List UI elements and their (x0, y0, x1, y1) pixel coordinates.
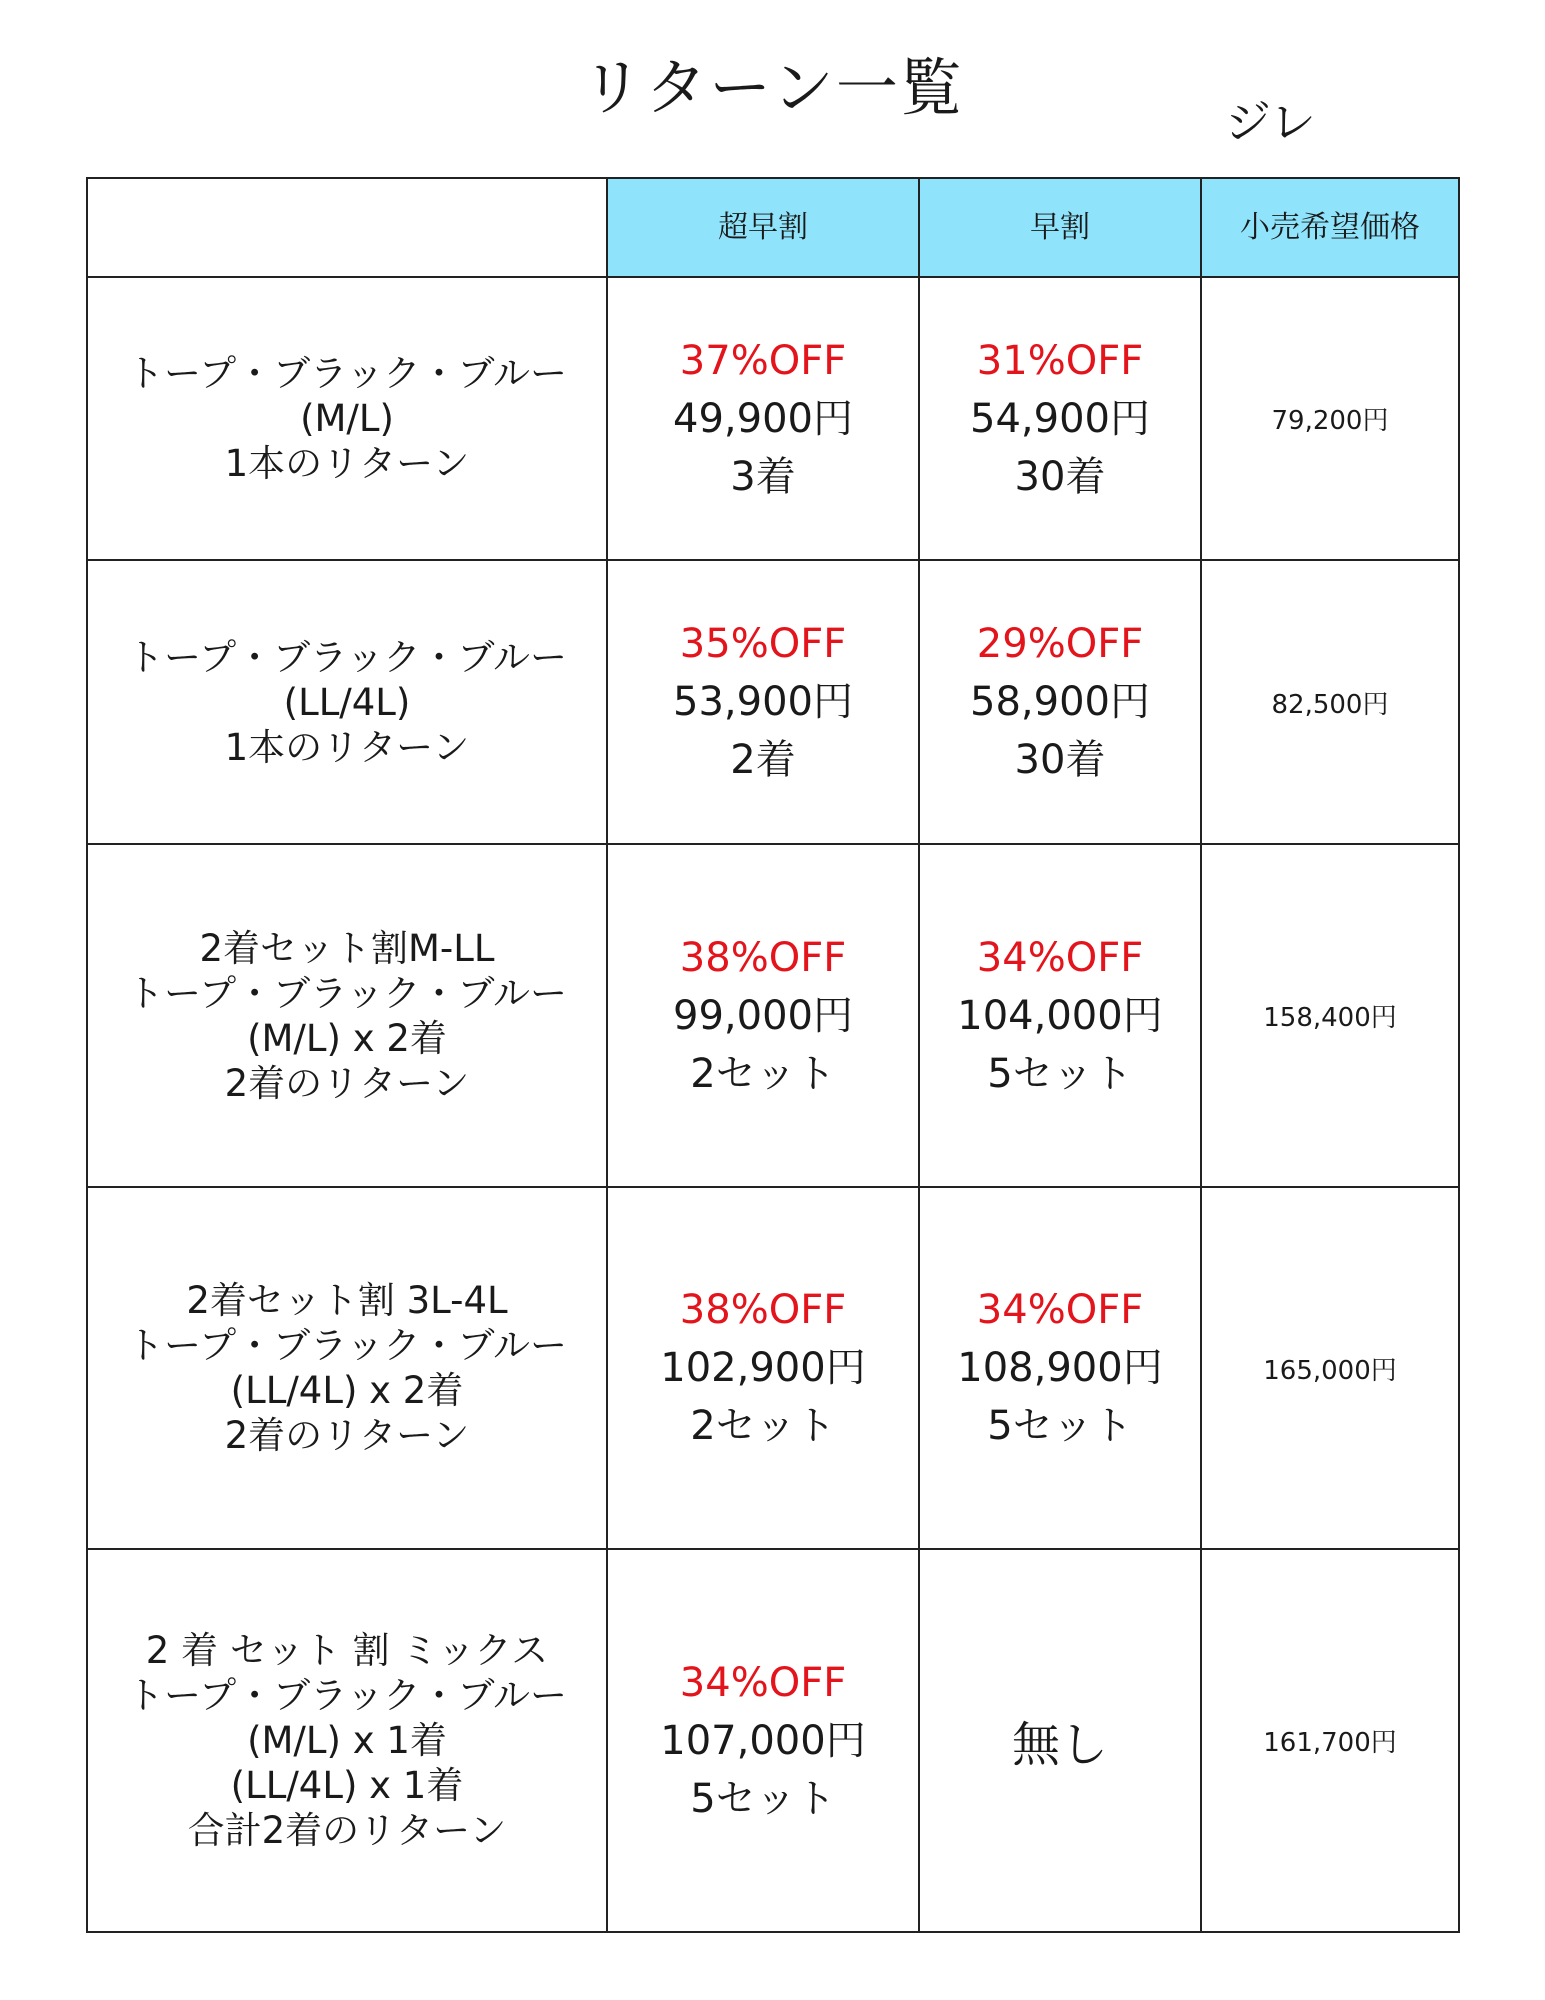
row-label-line: トープ・ブラック・ブルー (127, 971, 567, 1015)
price: 107,000円 (660, 1717, 866, 1764)
quantity: 5セット (690, 1775, 836, 1822)
table-header-row (87, 178, 1459, 277)
quantity: 3着 (730, 453, 796, 500)
row-label-line: (M/L) x 2着 (247, 1016, 447, 1060)
page-title: リターン一覧 (581, 51, 964, 124)
quantity: 30着 (1014, 453, 1106, 500)
discount-rate: 34%OFF (976, 934, 1144, 981)
row-label-line: (LL/4L) (283, 680, 411, 724)
price: 102,900円 (660, 1345, 866, 1391)
row-label-line: 2着セット割 3L-4L (186, 1279, 508, 1322)
discount-rate: 29%OFF (976, 621, 1144, 667)
row-label (87, 277, 607, 560)
price: 53,900円 (673, 679, 853, 725)
discount-rate: 37%OFF (679, 337, 847, 384)
row-label-line: トープ・ブラック・ブルー (127, 1324, 567, 1367)
quantity: 2セット (690, 1403, 836, 1449)
header-retail-price: 小売希望価格 (1201, 178, 1459, 277)
discount-rate: 34%OFF (679, 1659, 847, 1706)
early-none-cell: 無し (919, 1549, 1201, 1932)
early-cell (919, 844, 1201, 1187)
returns-table (86, 177, 1460, 1933)
quantity: 5セット (987, 1403, 1133, 1449)
quantity: 5セット (987, 1050, 1133, 1097)
discount-rate: 31%OFF (976, 337, 1144, 384)
page-subtitle: ジレ (1225, 95, 1316, 149)
row-label-line: トープ・ブラック・ブルー (127, 1674, 567, 1717)
super-early-cell (607, 1187, 919, 1549)
quantity: 30着 (1014, 737, 1106, 783)
row-label-line: (M/L) x 1着 (247, 1719, 447, 1762)
price: 99,000円 (673, 992, 853, 1039)
header-blank-cell (87, 178, 607, 277)
table-row (87, 277, 1459, 560)
row-label-line: 合計2着のリターン (187, 1809, 507, 1852)
price: 58,900円 (970, 679, 1150, 725)
row-label-line: トープ・ブラック・ブルー (127, 635, 567, 679)
header-super-early: 超早割 (607, 178, 919, 277)
discount-rate: 38%OFF (679, 1287, 847, 1333)
super-early-cell (607, 560, 919, 844)
row-label-line: 2着のリターン (224, 1414, 470, 1457)
table-row (87, 1187, 1459, 1549)
row-label-line: 1本のリターン (224, 725, 470, 769)
row-label-line: (LL/4L) x 1着 (230, 1764, 464, 1807)
early-cell (919, 560, 1201, 844)
retail-price-cell: 165,000円 (1201, 1187, 1459, 1549)
super-early-cell (607, 277, 919, 560)
row-label (87, 560, 607, 844)
retail-price-cell: 158,400円 (1201, 844, 1459, 1187)
row-label-line: 2 着 セット 割 ミックス (145, 1629, 549, 1672)
early-cell (919, 1187, 1201, 1549)
table-row (87, 1549, 1459, 1932)
price: 104,000円 (957, 992, 1163, 1039)
table-row (87, 844, 1459, 1187)
row-label-line: (M/L) (300, 397, 394, 440)
retail-price-cell: 161,700円 (1201, 1549, 1459, 1932)
row-label-line: (LL/4L) x 2着 (230, 1369, 464, 1412)
quantity: 2セット (690, 1050, 836, 1097)
discount-rate: 38%OFF (679, 934, 847, 981)
super-early-cell (607, 1549, 919, 1932)
row-label (87, 1549, 607, 1932)
super-early-cell (607, 844, 919, 1187)
table-row (87, 560, 1459, 844)
row-label (87, 1187, 607, 1549)
retail-price-cell: 82,500円 (1201, 560, 1459, 844)
row-label-line: 1本のリターン (224, 442, 470, 485)
row-label-line: 2着のリターン (224, 1061, 470, 1105)
price: 108,900円 (957, 1345, 1163, 1391)
discount-rate: 35%OFF (679, 621, 847, 667)
early-cell (919, 277, 1201, 560)
row-label-line: 2着セット割M-LL (199, 926, 495, 970)
header-early: 早割 (919, 178, 1201, 277)
price: 54,900円 (970, 395, 1150, 442)
row-label-line: トープ・ブラック・ブルー (127, 352, 567, 395)
price: 49,900円 (673, 395, 853, 442)
row-label (87, 844, 607, 1187)
quantity: 2着 (730, 737, 796, 783)
retail-price-cell: 79,200円 (1201, 277, 1459, 560)
discount-rate: 34%OFF (976, 1287, 1144, 1333)
